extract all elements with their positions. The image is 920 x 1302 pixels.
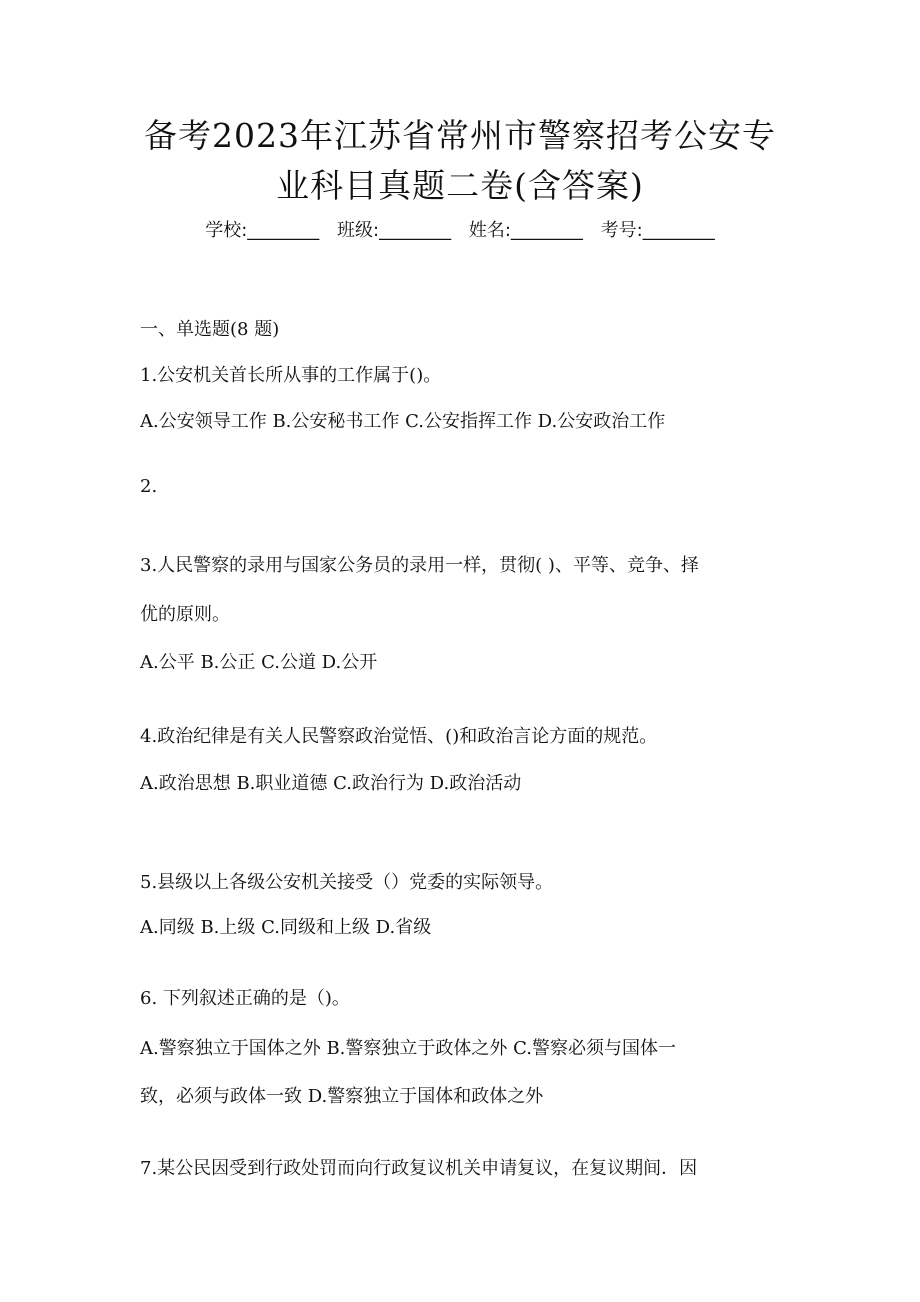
document-title-line-2: 业科目真题二卷(含答案) — [276, 166, 644, 205]
question-1-options: A.公安领导工作 B.公安秘书工作 C.公安指挥工作 D.公安政治工作 — [140, 411, 666, 432]
question-4-options: A.政治思想 B.职业道德 C.政治行为 D.政治活动 — [140, 773, 522, 794]
question-5-stem: 5.县级以上各级公安机关接受（）党委的实际领导。 — [140, 872, 554, 893]
section-heading: 一、单选题(8 题) — [140, 319, 280, 340]
class-field: 班级:________ — [337, 220, 452, 241]
document-title-line-1: 备考2023年江苏省常州市警察招考公安专 — [144, 116, 776, 155]
question-3-stem-line-1: 3.人民警察的录用与国家公务员的录用一样，贯彻( )、平等、竞争、择 — [140, 555, 699, 576]
question-4-stem: 4.政治纪律是有关人民警察政治觉悟、()和政治言论方面的规范。 — [140, 726, 658, 747]
question-6-options-line-2: 致，必须与政体一致 D.警察独立于国体和政体之外 — [140, 1086, 544, 1107]
question-5-options: A.同级 B.上级 C.同级和上级 D.省级 — [140, 917, 432, 938]
question-7-stem: 7.某公民因受到行政处罚而向行政复议机关申请复议，在复议期间．因 — [140, 1158, 698, 1179]
question-3-options: A.公平 B.公正 C.公道 D.公开 — [140, 652, 378, 673]
school-field: 学校:________ — [205, 220, 320, 241]
name-field: 姓名:________ — [468, 220, 583, 241]
question-6-options-line-1: A.警察独立于国体之外 B.警察独立于政体之外 C.警察必须与国体一 — [140, 1038, 676, 1059]
student-info-row — [80, 216, 840, 242]
question-1-stem: 1.公安机关首长所从事的工作属于()。 — [140, 365, 442, 386]
question-3-stem-line-2: 优的原则。 — [140, 604, 230, 625]
question-6-stem: 6. 下列叙述正确的是（)。 — [140, 988, 350, 1009]
exam-number-field: 考号:________ — [600, 220, 715, 241]
question-2-stem: 2. — [140, 476, 158, 497]
